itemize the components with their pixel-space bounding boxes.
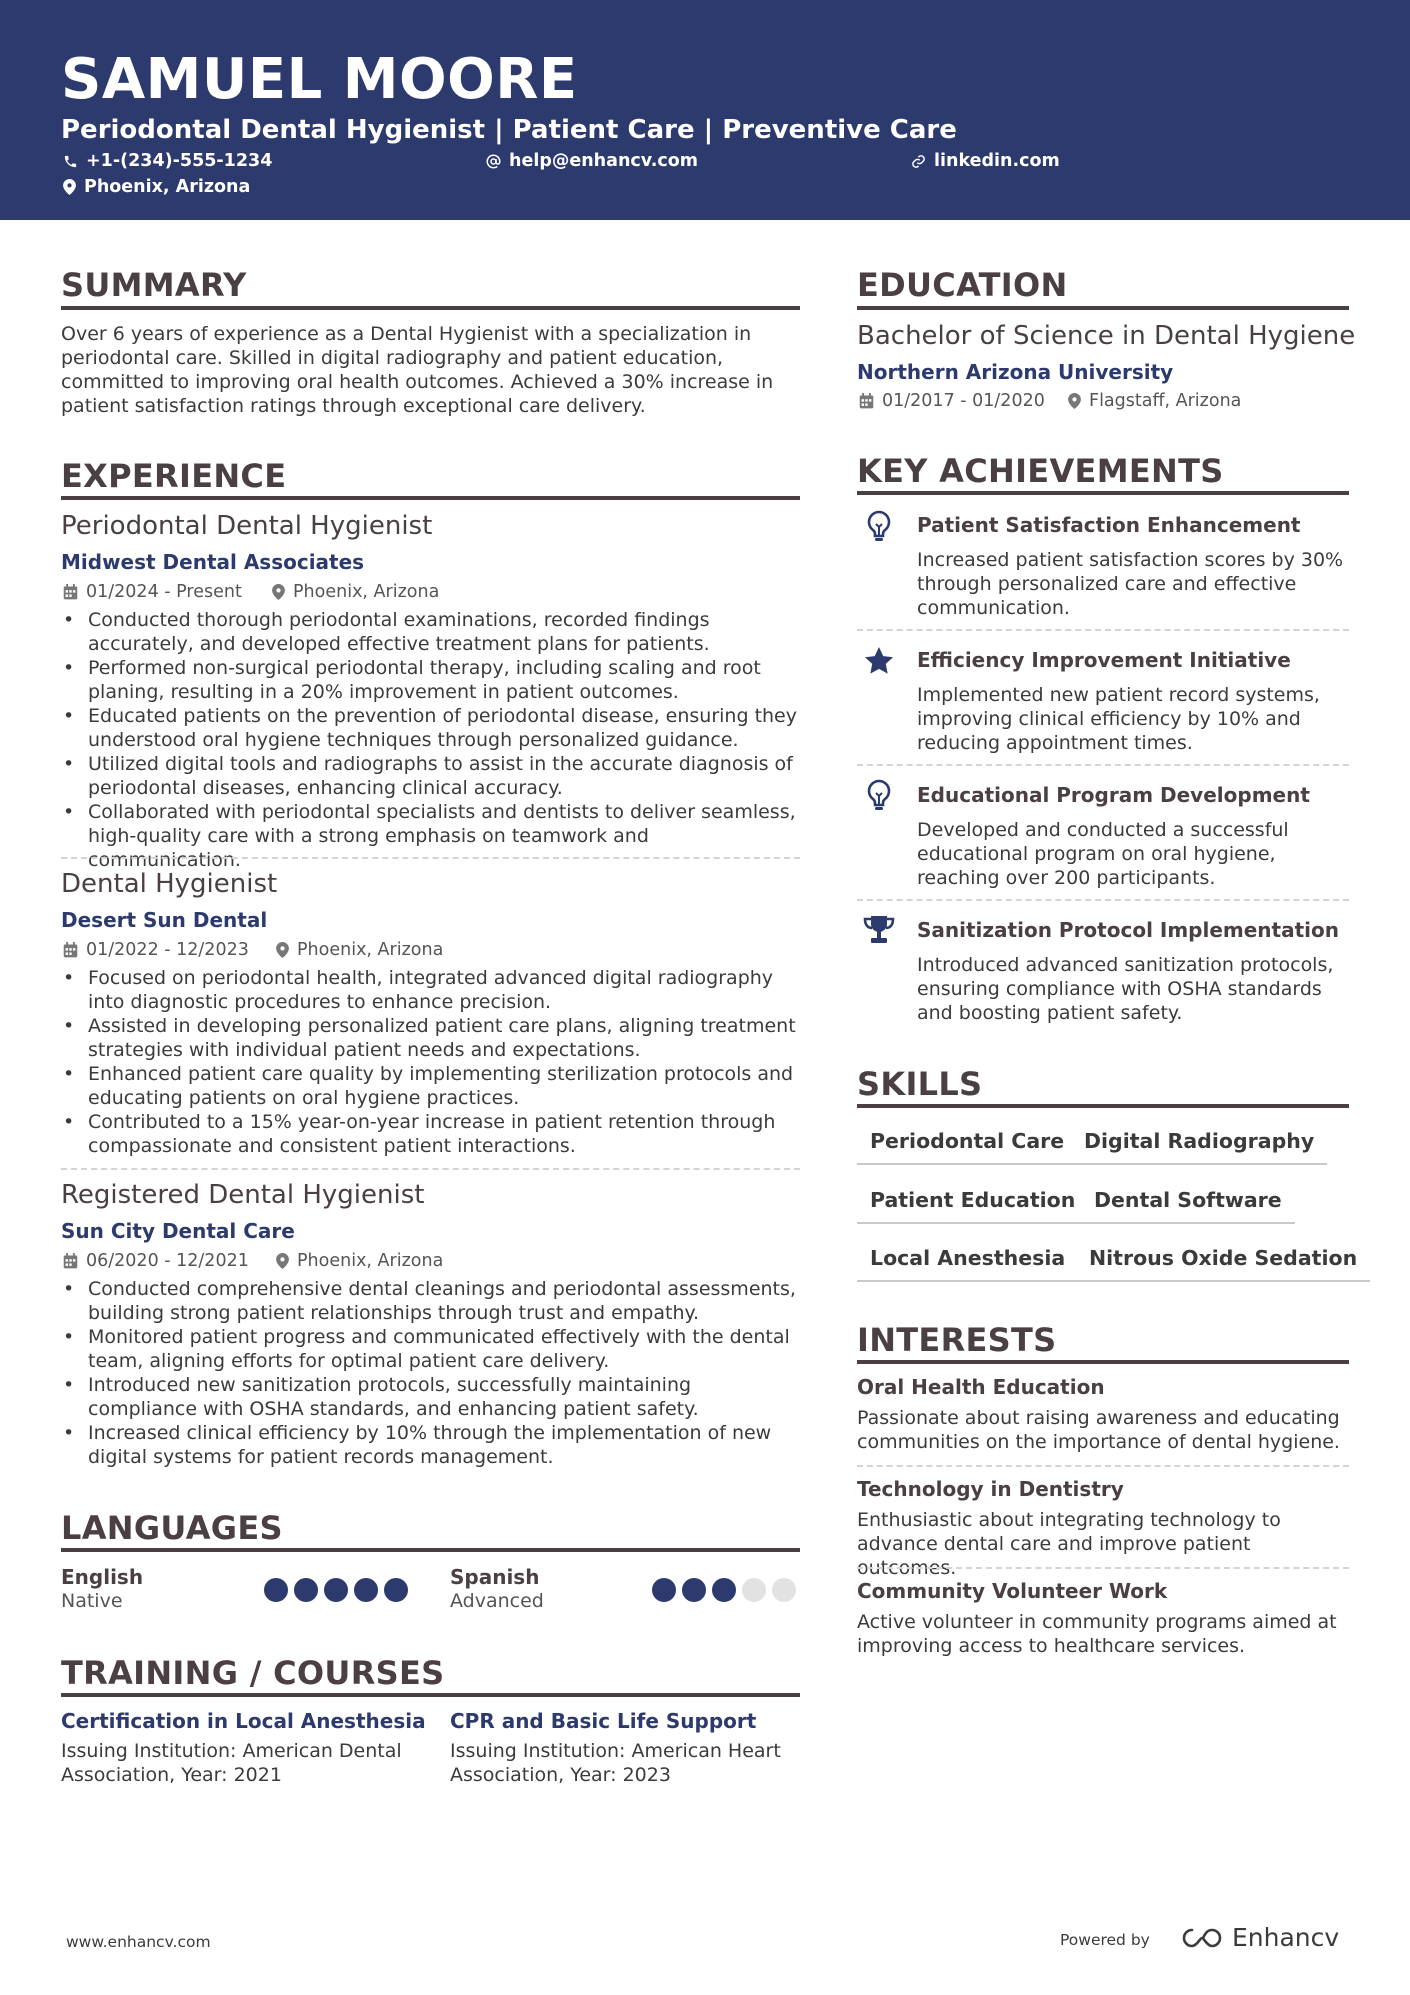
- education-rule: [857, 306, 1349, 310]
- achievement-icon: [862, 914, 896, 950]
- degree-title: Bachelor of Science in Dental Hygiene: [857, 321, 1356, 351]
- language-level: Native: [61, 1590, 123, 1612]
- achievement-description: Increased patient satisfaction scores by 30% through personalized care and effective communication.: [917, 549, 1344, 619]
- interest-description: Passionate about raising awareness and educating communities on the importance of dental hygiene.: [857, 1407, 1340, 1453]
- email-text[interactable]: help@enhancv.com: [509, 151, 699, 171]
- achievement-icon: [863, 645, 895, 681]
- rating-dot-filled: [294, 1578, 318, 1602]
- location-pin-icon: [1068, 393, 1081, 409]
- at-icon: [486, 154, 501, 169]
- job-title: Periodontal Dental Hygienist: [61, 511, 433, 541]
- job-dates: [63, 1249, 249, 1273]
- phone-icon: [63, 154, 78, 169]
- phone-text: +1-(234)-555-1234: [86, 151, 273, 171]
- summary-text: Over 6 years of experience as a Dental Hygienist with a specialization in periodontal care. Skilled in digital radiography and patient education, committed to improving oral health outcomes. Achieved a 30% increase in patient satisfaction ratings through exceptional care delivery.: [61, 323, 774, 417]
- school-name: Northern Arizona University: [857, 360, 1174, 384]
- skill-tag: Nitrous Oxide Sedation: [1076, 1245, 1370, 1282]
- training-rule: [61, 1693, 800, 1697]
- interest-description: Active volunteer in community programs aimed at improving access to healthcare services.: [857, 1611, 1337, 1657]
- job-bullet: • Contributed to a 15% year-on-year increase in patient retention through compassionate and consistent patient interactions.: [61, 1110, 806, 1158]
- company-name: Midwest Dental Associates: [61, 550, 365, 574]
- achievements-rule: [857, 491, 1349, 495]
- skill-tag: Local Anesthesia: [857, 1245, 1078, 1282]
- language-name: English: [61, 1565, 144, 1589]
- candidate-headline: Periodontal Dental Hygienist | Patient Care | Preventive Care: [61, 115, 957, 145]
- job-bullet: • Increased clinical efficiency by 10% through the implementation of new digital systems for patient records management.: [61, 1421, 806, 1469]
- lightbulb-icon: [866, 510, 892, 544]
- summary-rule: [61, 306, 800, 310]
- language-rating: [652, 1578, 802, 1602]
- calendar-icon: [63, 1253, 78, 1269]
- skill-tag: Patient Education: [857, 1187, 1088, 1224]
- achievement-description: Developed and conducted a successful educational program on oral hygiene, reaching over 200 participants.: [917, 819, 1289, 889]
- language-rating: [264, 1578, 414, 1602]
- contact-email[interactable]: [486, 149, 698, 173]
- education-dates-text: 01/2017 - 01/2020: [882, 391, 1045, 411]
- job-bullet: • Conducted comprehensive dental cleanings and periodontal assessments, building strong patient relationships through trust and empathy.: [61, 1277, 806, 1325]
- job-dates-text: 01/2022 - 12/2023: [86, 940, 249, 960]
- star-icon: [863, 645, 895, 677]
- location-text: Phoenix, Arizona: [84, 177, 251, 197]
- skill-tag: Dental Software: [1081, 1187, 1295, 1224]
- course-description: Issuing Institution: American Dental Association, Year: 2021: [61, 1740, 402, 1786]
- calendar-icon: [63, 584, 78, 600]
- job-bullet: • Conducted thorough periodontal examinations, recorded findings accurately, and developed effective treatment plans for patients.: [61, 608, 806, 656]
- skills-rule: [857, 1104, 1349, 1108]
- achievement-title: Sanitization Protocol Implementation: [917, 918, 1339, 942]
- education-dates: [859, 389, 1045, 413]
- job-divider: [61, 1168, 800, 1170]
- achievement-title: Educational Program Development: [917, 783, 1310, 807]
- resume-header: [0, 0, 1410, 220]
- location-pin-icon: [276, 1253, 289, 1269]
- job-location: [272, 580, 439, 604]
- contact-linkedin[interactable]: [911, 149, 1060, 173]
- rating-dot-filled: [324, 1578, 348, 1602]
- job-bullet: • Monitored patient progress and communicated effectively with the dental team, aligning efforts for optimal patient care delivery.: [61, 1325, 806, 1373]
- interest-title: Technology in Dentistry: [857, 1477, 1124, 1501]
- job-bullets: [61, 966, 806, 1158]
- achievements-heading: KEY ACHIEVEMENTS: [857, 452, 1224, 490]
- achievement-title: Patient Satisfaction Enhancement: [917, 513, 1301, 537]
- job-location-text: Phoenix, Arizona: [297, 940, 444, 960]
- job-bullet: • Educated patients on the prevention of periodontal disease, ensuring they understood oral hygiene techniques through personalized guidance.: [61, 704, 806, 752]
- interest-title: Oral Health Education: [857, 1375, 1105, 1399]
- job-bullet: • Collaborated with periodontal specialists and dentists to deliver seamless, high-quality care with a strong emphasis on teamwork and communication.: [61, 800, 806, 872]
- education-heading: EDUCATION: [857, 266, 1068, 304]
- job-title: Registered Dental Hygienist: [61, 1180, 425, 1210]
- calendar-icon: [859, 393, 874, 409]
- skill-tag: Periodontal Care: [857, 1128, 1077, 1165]
- languages-heading: LANGUAGES: [61, 1509, 283, 1547]
- achievement-divider: [857, 899, 1349, 901]
- job-bullets: [61, 608, 806, 872]
- course-description: Issuing Institution: American Heart Association, Year: 2023: [450, 1740, 781, 1786]
- achievement-divider: [857, 629, 1349, 631]
- rating-dot-filled: [354, 1578, 378, 1602]
- job-bullet: • Performed non-surgical periodontal therapy, including scaling and root planing, resulting in a 20% improvement in patient outcomes.: [61, 656, 806, 704]
- enhancv-logo-text: Enhancv: [1232, 1923, 1340, 1952]
- company-name: Desert Sun Dental: [61, 908, 268, 932]
- experience-rule: [61, 496, 800, 500]
- rating-dot-filled: [652, 1578, 676, 1602]
- job-bullet: • Introduced new sanitization protocols, successfully maintaining compliance with OSHA standards, and enhancing patient safety.: [61, 1373, 806, 1421]
- rating-dot-filled: [384, 1578, 408, 1602]
- link-icon: [911, 154, 926, 169]
- rating-dot-filled: [712, 1578, 736, 1602]
- job-bullet: • Assisted in developing personalized patient care plans, aligning treatment strategies with individual patient needs and expectations.: [61, 1014, 806, 1062]
- education-location: [1068, 389, 1241, 413]
- job-title: Dental Hygienist: [61, 869, 278, 899]
- skill-tag: Digital Radiography: [1071, 1128, 1327, 1165]
- location-pin-icon: [63, 179, 76, 195]
- job-location: [276, 1249, 443, 1273]
- job-location-text: Phoenix, Arizona: [297, 1251, 444, 1271]
- achievement-divider: [857, 764, 1349, 766]
- interest-divider: [857, 1465, 1349, 1467]
- job-divider: [61, 857, 800, 859]
- rating-dot-filled: [264, 1578, 288, 1602]
- job-dates: [63, 938, 249, 962]
- course-title: Certification in Local Anesthesia: [61, 1709, 426, 1733]
- achievement-title: Efficiency Improvement Initiative: [917, 648, 1291, 672]
- calendar-icon: [63, 942, 78, 958]
- summary-heading: SUMMARY: [61, 266, 247, 304]
- interest-description: Enthusiastic about integrating technology to advance dental care and improve patient outcomes.: [857, 1509, 1281, 1579]
- job-bullet: • Enhanced patient care quality by implementing sterilization protocols and educating patients on oral hygiene practices.: [61, 1062, 806, 1110]
- job-bullets: [61, 1277, 806, 1469]
- rating-dot-filled: [682, 1578, 706, 1602]
- job-dates: [63, 580, 242, 604]
- interests-rule: [857, 1360, 1349, 1364]
- footer-powered-by: Powered by: [1060, 1931, 1150, 1949]
- location-pin-icon: [272, 584, 285, 600]
- interest-divider: [857, 1567, 1349, 1569]
- trophy-icon: [862, 914, 896, 946]
- education-location-text: Flagstaff, Arizona: [1089, 391, 1242, 411]
- job-bullet: • Utilized digital tools and radiographs to assist in the accurate diagnosis of periodontal diseases, enhancing clinical accuracy.: [61, 752, 806, 800]
- linkedin-text[interactable]: linkedin.com: [934, 151, 1060, 171]
- enhancv-logo[interactable]: [1178, 1922, 1339, 1954]
- job-dates-text: 01/2024 - Present: [86, 582, 242, 602]
- experience-heading: EXPERIENCE: [61, 457, 287, 495]
- achievement-icon: [866, 779, 892, 817]
- course-title: CPR and Basic Life Support: [450, 1709, 757, 1733]
- skills-heading: SKILLS: [857, 1065, 983, 1103]
- job-bullet: • Focused on periodontal health, integrated advanced digital radiography into diagnostic procedures to enhance precision.: [61, 966, 806, 1014]
- contact-phone: [63, 149, 272, 173]
- candidate-name: SAMUEL MOORE: [61, 47, 578, 112]
- interests-heading: INTERESTS: [857, 1321, 1057, 1359]
- achievement-description: Implemented new patient record systems, improving clinical efficiency by 10% and reducing appointment times.: [917, 684, 1320, 754]
- job-location-text: Phoenix, Arizona: [293, 582, 440, 602]
- lightbulb-icon: [866, 779, 892, 813]
- achievement-description: Introduced advanced sanitization protocols, ensuring compliance with OSHA standards and boosting patient safety.: [917, 954, 1334, 1024]
- enhancv-logo-icon: [1178, 1926, 1226, 1950]
- contact-location: [63, 175, 250, 199]
- footer-website[interactable]: www.enhancv.com: [66, 1933, 211, 1951]
- achievement-icon: [866, 510, 892, 548]
- rating-dot-empty: [772, 1578, 796, 1602]
- interest-title: Community Volunteer Work: [857, 1579, 1168, 1603]
- job-location: [276, 938, 443, 962]
- language-name: Spanish: [450, 1565, 540, 1589]
- location-pin-icon: [276, 942, 289, 958]
- language-level: Advanced: [450, 1590, 544, 1612]
- job-dates-text: 06/2020 - 12/2021: [86, 1251, 249, 1271]
- rating-dot-empty: [742, 1578, 766, 1602]
- training-heading: TRAINING / COURSES: [61, 1654, 445, 1692]
- languages-rule: [61, 1548, 800, 1552]
- company-name: Sun City Dental Care: [61, 1219, 295, 1243]
